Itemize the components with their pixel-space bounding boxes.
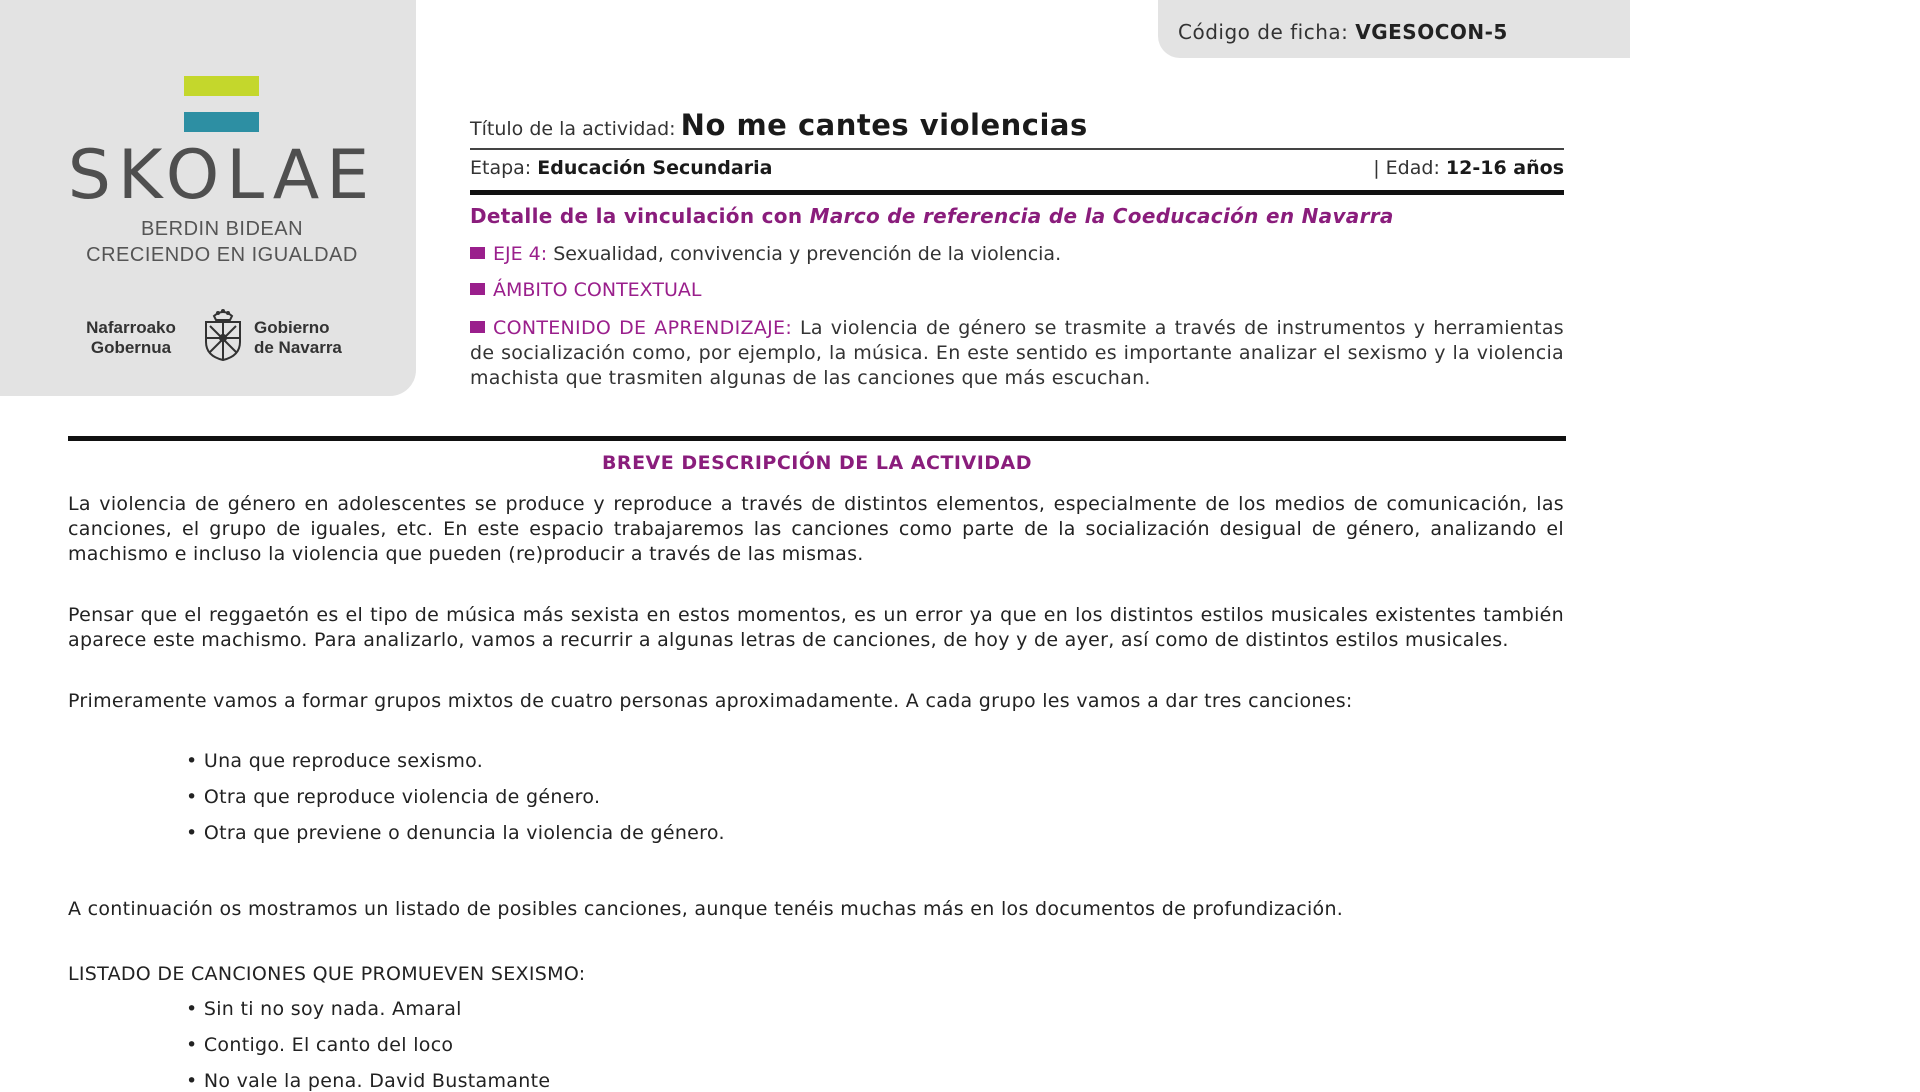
stage-label: Etapa: <box>470 157 532 179</box>
government-left-line1: Nafarroako <box>86 318 176 337</box>
government-spanish-name <box>254 318 342 358</box>
purple-square-icon <box>470 321 485 333</box>
government-right-line1: Gobierno <box>254 318 330 337</box>
content-text: La violencia de género se trasmite a través de instrumentos y herramientas de socialización como, por ejemplo, la música. En este sentido es importante analizar el sexismo y la violencia machista que trasmiten algunas de las canciones que más escuchan. <box>470 317 1565 389</box>
song-list-heading: LISTADO DE CANCIONES QUE PROMUEVEN SEXISMO: <box>68 963 586 985</box>
age <box>1373 157 1564 179</box>
framework-scope <box>470 279 1564 301</box>
song-item: • Sin ti no soy nada. Amaral <box>186 998 462 1020</box>
description-paragraph-1: La violencia de género en adolescentes se produce y reproduce a través de distintos elementos, especialmente de los medios de comunicación, las canciones, el grupo de iguales, etc. En este espacio trabajaremos las canciones como parte de la socialización desigual de género, analizando el machismo e incluso la violencia que pueden (re)producir a través de las mismas. <box>68 493 1564 565</box>
stage-row <box>470 154 1564 195</box>
purple-square-icon <box>470 247 485 259</box>
code-box <box>1158 0 1630 58</box>
scope-label: ÁMBITO CONTEXTUAL <box>493 279 702 301</box>
list-item: • Otra que previene o denuncia la violencia de género. <box>186 822 725 844</box>
description-paragraph-2: Pensar que el reggaetón es el tipo de música más sexista en estos momentos, es un error ya que en los distintos estilos musicales existentes también aparece este machismo. Para analizarlo, vamos a recurrir a algunas letras de canciones, de hoy y de ayer, así como de distintos estilos musicales. <box>68 604 1564 651</box>
framework-content <box>470 316 1564 391</box>
code-label: Código de ficha: <box>1178 20 1349 44</box>
activity-title: No me cantes violencias <box>680 108 1088 142</box>
age-value: 12-16 años <box>1445 157 1564 179</box>
axis-text: Sexualidad, convivencia y prevención de la violencia. <box>553 243 1062 265</box>
framework-heading-italic: Marco de referencia de la Coeducación en Navarra <box>809 204 1394 228</box>
framework-axis <box>470 243 1564 265</box>
logo-tagline-2: CRECIENDO EN IGUALDAD <box>86 244 358 266</box>
logo-name: SKOLAE <box>67 136 377 215</box>
logo-panel <box>0 0 416 396</box>
list-item: • Otra que reproduce violencia de género. <box>186 786 600 808</box>
content-label: CONTENIDO DE APRENDIZAJE: <box>493 317 793 339</box>
government-basque-name <box>68 318 194 358</box>
description-paragraph-3: Primeramente vamos a formar grupos mixtos de cuatro personas aproximadamente. A cada grupo les vamos a dar tres canciones: <box>68 690 1353 712</box>
section-divider <box>68 436 1566 441</box>
framework-heading-prefix: Detalle de la vinculación con <box>470 204 803 228</box>
description-heading: BREVE DESCRIPCIÓN DE LA ACTIVIDAD <box>601 452 1033 474</box>
code-value: VGESOCON-5 <box>1355 20 1508 44</box>
stage-value: Educación Secundaria <box>537 157 773 179</box>
song-item: • Contigo. El canto del loco <box>186 1034 453 1056</box>
stage <box>470 157 772 179</box>
description-paragraph-4: A continuación os mostramos un listado de posibles canciones, aunque tenéis muchas más en los documentos de profundización. <box>68 898 1344 920</box>
age-label: | Edad: <box>1373 157 1440 179</box>
government-right-line2: de Navarra <box>254 338 342 357</box>
code-line <box>1178 20 1508 44</box>
song-item: • No vale la pena. David Bustamante <box>186 1070 550 1092</box>
list-item: • Una que reproduce sexismo. <box>186 750 483 772</box>
logo-tagline-1: BERDIN BIDEAN <box>140 218 304 240</box>
navarra-crest-icon <box>200 308 246 362</box>
logo-teal-bar <box>184 112 259 132</box>
axis-label: EJE 4: <box>493 243 548 265</box>
purple-square-icon <box>470 283 485 295</box>
government-left-line2: Gobernua <box>90 338 172 357</box>
activity-title-label: Título de la actividad: <box>470 118 676 140</box>
logo-green-bar <box>184 76 259 96</box>
framework-heading <box>470 204 1564 228</box>
activity-title-row <box>470 108 1564 150</box>
